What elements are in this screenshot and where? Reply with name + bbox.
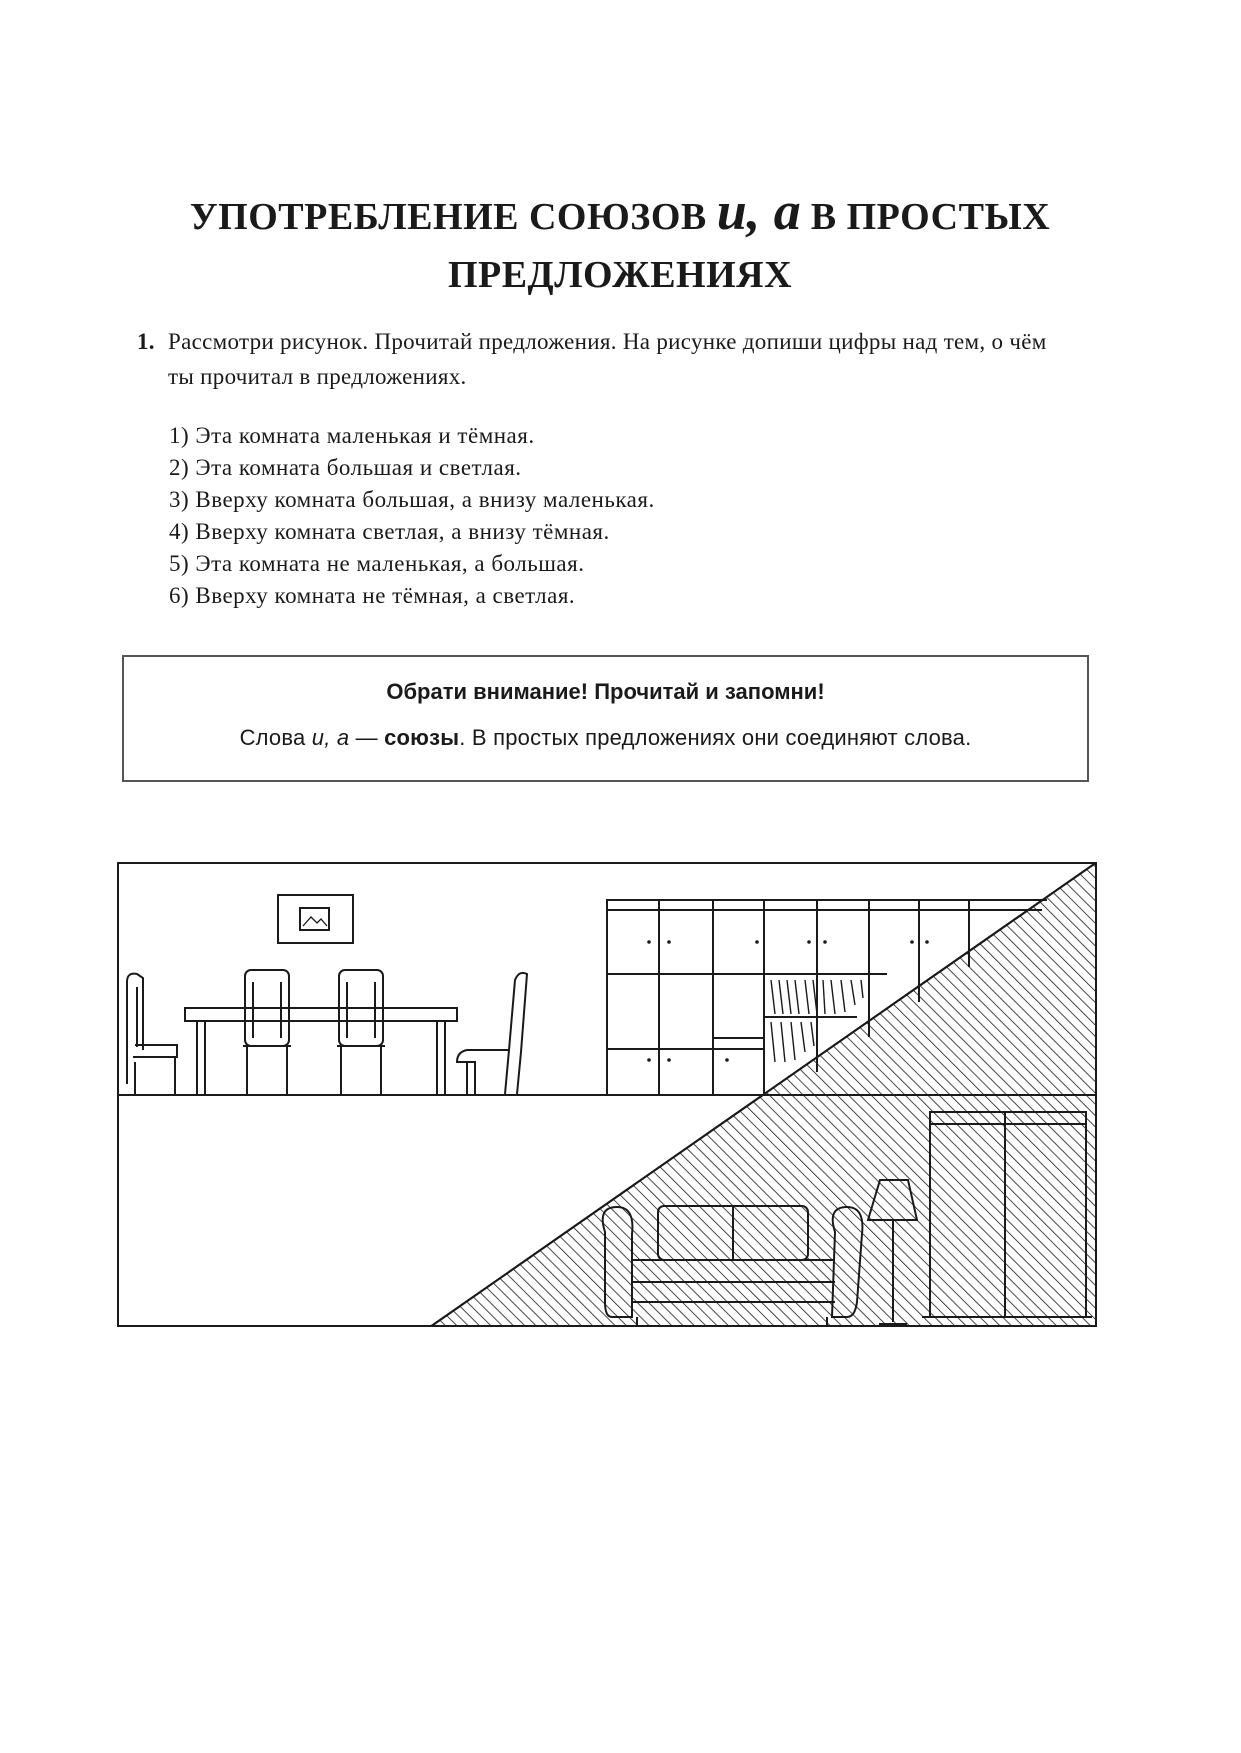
sentence-3: 3) Вверху комната большая, а внизу маленькая.	[169, 487, 655, 512]
sentence-list	[169, 420, 655, 612]
title-conjunction-a: а	[773, 181, 801, 241]
sentence-5: 5) Эта комната не маленькая, а большая.	[169, 551, 585, 576]
page-title	[120, 181, 1120, 304]
task-1	[137, 324, 1077, 394]
note-dash: —	[349, 725, 385, 750]
note-body	[124, 725, 1087, 751]
note-term: союзы	[384, 725, 460, 750]
sentence-2: 2) Эта комната большая и светлая.	[169, 455, 522, 480]
room-illustration	[117, 862, 1097, 1327]
sentence-6: 6) Вверху комната не тёмная, а светлая.	[169, 583, 576, 608]
sentence-4: 4) Вверху комната светлая, а внизу тёмная.	[169, 519, 610, 544]
note-prefix: Слова	[239, 725, 312, 750]
note-rest: . В простых предложениях они соединяют слова.	[459, 725, 972, 750]
note-heading: Обрати внимание! Прочитай и запомни!	[386, 679, 825, 704]
note-words: и, а	[311, 725, 350, 750]
task-instruction: Рассмотри рисунок. Прочитай предложения. На рисунке допиши цифры над тем, о чём ты прочитал в предложениях.	[168, 329, 1047, 389]
rule-note-box	[122, 655, 1089, 782]
title-conjunction-i: и	[716, 181, 747, 241]
title-part-2: В ПРОСТЫХ	[800, 196, 1051, 238]
title-line-2: ПРЕДЛОЖЕНИЯХ	[447, 254, 793, 296]
task-number: 1.	[137, 329, 155, 354]
sentence-1: 1) Эта комната маленькая и тёмная.	[169, 423, 535, 448]
title-comma: ,	[746, 181, 774, 241]
title-part-1: УПОТРЕБЛЕНИЕ СОЮЗОВ	[189, 196, 717, 238]
